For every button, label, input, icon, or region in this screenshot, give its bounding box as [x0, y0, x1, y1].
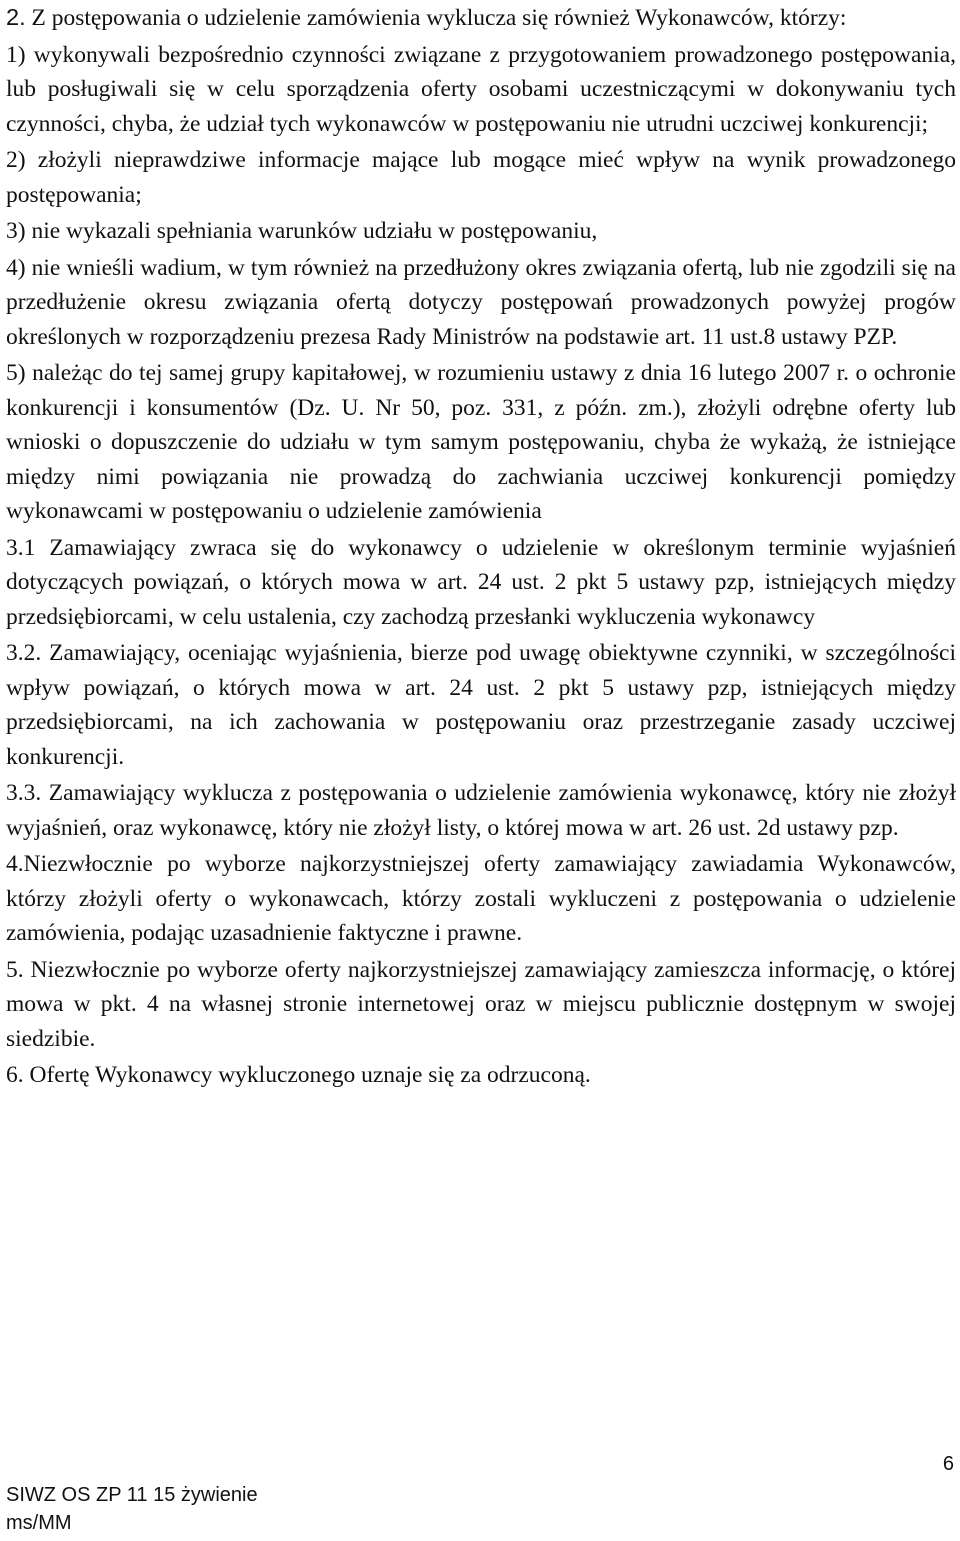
- paragraph-item-3: 3) nie wykazali spełniania warunków udziału w postępowaniu,: [6, 218, 598, 244]
- footer-initials: ms/MM: [6, 1512, 72, 1534]
- paragraph-4: 4.Niezwłocznie po wyborze najkorzystniejszej oferty zamawiający zawiadamia Wykonawców, którzy złożyli oferty o wykonawcach, którzy zostali wykluczeni z postępowania o udzielenie zamówienia, podając uzasadnienie faktyczne i prawne.: [6, 851, 956, 946]
- paragraph-6: 6. Ofertę Wykonawcy wykluczonego uznaje się za odrzuconą.: [6, 1062, 591, 1088]
- paragraph-5: 5. Niezwłocznie po wyborze oferty najkorzystniejszej zamawiający zamieszcza informację, o której mowa w pkt. 4 na własnej stronie internetowej oraz w miejscu publicznie dostępnym w swojej siedzibie.: [6, 956, 956, 1052]
- paragraph-item-1: 1) wykonywali bezpośrednio czynności związane z przygotowaniem prowadzonego postępowania, lub posługiwali się w celu sporządzenia oferty osobami uczestniczącymi w dokonywaniu tych czynności, chyba, że udział tych wykonawców w postępowaniu nie utrudni uczciwej konkurencji;: [6, 41, 956, 137]
- paragraph-3-1: 3.1 Zamawiający zwraca się do wykonawcy o udzielenie w określonym terminie wyjaśnień dotyczących powiązań, o których mowa w art. 24 ust. 2 pkt 5 ustawy pzp, istniejących między przedsiębiorcami, w celu ustalenia, czy zachodzą przesłanki wykluczenia wykonawcy: [6, 534, 956, 630]
- paragraph-item-4: 4) nie wnieśli wadium, w tym również na przedłużony okres związania ofertą, lub nie zgodzili się na przedłużenie okresu związania ofertą dotyczy postępowań prowadzonych powyżej progów określonych w rozporządzeniu prezesa Rady Ministrów na podstawie art. 11 ust.8 ustawy PZP.: [6, 254, 956, 350]
- paragraph-3-2: 3.2. Zamawiający, oceniając wyjaśnienia, bierze pod uwagę obiektywne czynniki, w szczególności wpływ powiązań, o których mowa w art. 24 ust. 2 pkt 5 ustawy pzp, istniejących między przedsiębiorcami, na ich zachowania w postępowaniu oraz przestrzeganie zasady uczciwej konkurencji.: [6, 640, 956, 770]
- page-number: 6: [942, 1453, 954, 1475]
- paragraph-item-2: 2) złożyli nieprawdziwe informacje mające lub mogące mieć wpływ na wynik prowadzonego postępowania;: [6, 147, 956, 208]
- footer-document-id: SIWZ OS ZP 11 15 żywienie: [6, 1484, 258, 1506]
- document-body: [6, 0, 956, 1093]
- paragraph-item-5: 5) należąc do tej samej grupy kapitałowej, w rozumieniu ustawy z dnia 16 lutego 2007 r. o ochronie konkurencji i konsumentów (Dz. U. Nr 50, poz. 331, z późn. zm.), złożyli odrębne oferty lub wnioski o dopuszczenie do udziału w tym samym postępowaniu, chyba że wykażą, że istniejące między nimi powiązania nie prowadzą do zachwiania uczciwej konkurencji pomiędzy wykonawcami w postępowaniu o udzielenie zamówienia: [6, 360, 956, 524]
- paragraph-text: Z postępowania o udzielenie zamówienia wyklucza się również Wykonawców, którzy:: [25, 5, 847, 31]
- paragraph-number: 2.: [6, 4, 26, 30]
- paragraph-3-3: 3.3. Zamawiający wyklucza z postępowania o udzielenie zamówienia wykonawcę, który nie złożył wyjaśnień, oraz wykonawcę, który nie złożył listy, o której mowa w art. 26 ust. 2d ustawy pzp.: [6, 780, 956, 841]
- footer: [6, 1481, 258, 1537]
- paragraph-2: [6, 0, 956, 36]
